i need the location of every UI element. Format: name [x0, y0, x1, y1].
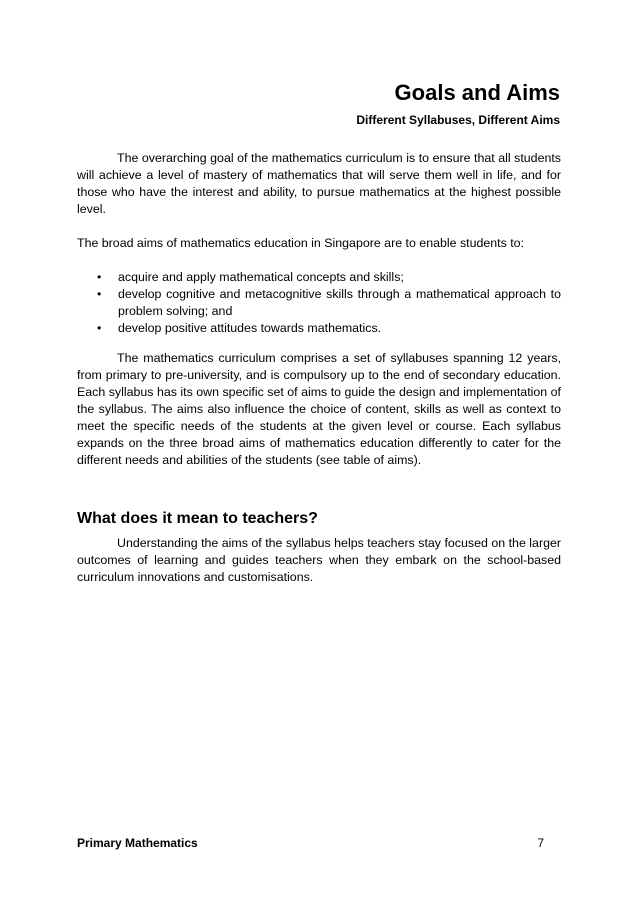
list-item	[87, 286, 561, 320]
aim-text: acquire and apply mathematical concepts and skills;	[118, 270, 404, 284]
bullet-icon: •	[97, 321, 102, 335]
list-item	[87, 320, 561, 337]
page-header	[356, 80, 560, 128]
curriculum-paragraph: The mathematics curriculum comprises a set of syllabuses spanning 12 years, from primary to pre-university, and is compulsory up to the end of secondary education. Each syllabus has its own specific set of aims to guide the design and implementation of the syllabus. The aims also influence the choice of content, skills as well as context to meet the specific needs of the students at the given level or course. Each syllabus expands on the three broad aims of mathematics education differently to cater for the different needs and abilities of the students (see table of aims).	[77, 351, 561, 467]
aims-intro: The broad aims of mathematics education in Singapore are to enable students to:	[77, 236, 525, 250]
section-heading: What does it mean to teachers?	[77, 510, 318, 527]
bullet-icon: •	[97, 287, 102, 301]
teachers-paragraph: Understanding the aims of the syllabus helps teachers stay focused on the larger outcomes of learning and guides teachers when they embark on the school-based curriculum innovations and customisations.	[77, 536, 561, 584]
bullet-icon: •	[97, 270, 102, 284]
intro-paragraph: The overarching goal of the mathematics curriculum is to ensure that all students will achieve a level of mastery of mathematics that will serve them well in life, and for those who have the interest and ability, to pursue mathematics at the highest possible level.	[77, 151, 561, 216]
aim-text: develop cognitive and metacognitive skills through a mathematical approach to problem solving; and	[118, 287, 561, 318]
document-body	[77, 150, 561, 586]
aims-list	[77, 269, 561, 337]
page-number: 7	[537, 836, 544, 850]
page-subtitle: Different Syllabuses, Different Aims	[356, 113, 560, 127]
page-title: Goals and Aims	[394, 80, 560, 105]
list-item	[87, 269, 561, 286]
footer-label: Primary Mathematics	[77, 836, 198, 850]
aim-text: develop positive attitudes towards mathematics.	[118, 321, 382, 335]
